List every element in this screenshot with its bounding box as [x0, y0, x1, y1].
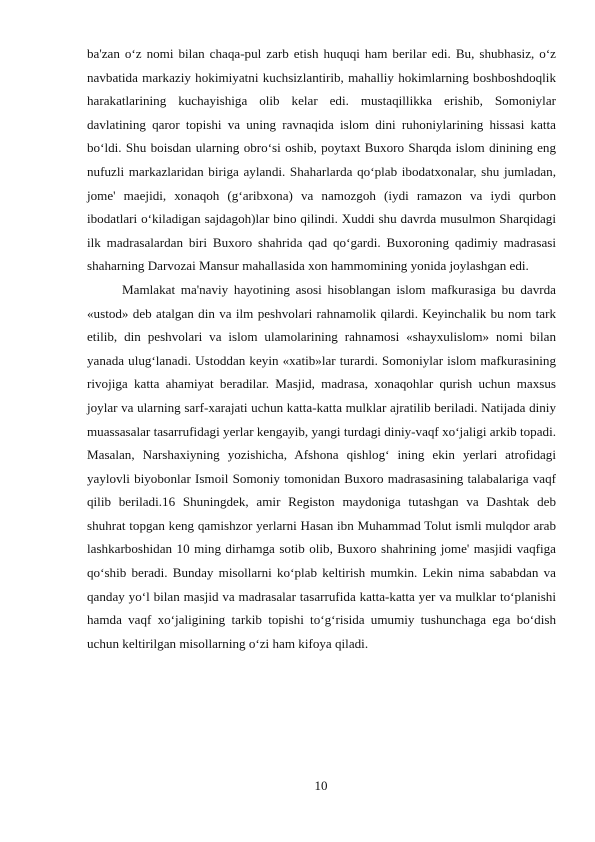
paragraph-1: ba'zan o‘z nomi bilan chaqa-pul zarb etish huquqi ham berilar edi. Bu, shubhasiz, o‘z navbatida markaziy hokimiyatni kuchsizlantirib, mahalliy hokimlarning boshboshdoqlik harakatlarining kuchayishiga olib kelar edi. mustaqillikka erishib, Somoniylar davlatining qaror topishi va uning ravnaqida islom dini ruhoniylarining hissasi katta bo‘ldi. Shu boisdan ularning obro‘si oshib, poytaxt Buxoro Sharqda islom dinining eng nufuzli markazlaridan biriga aylandi. Shaharlarda qo‘plab ibodatxonalar, shu jumladan, jome' maejidi, xonaqoh (g‘aribxona) va namozgoh (iydi ramazon va iydi qurbon ibodatlari o‘kiladigan sajdagoh)lar bino qilindi. Xuddi shu davrda musulmon Sharqidagi ilk madrasalardan biri Buxoro shahrida qad qo‘gardi. Buxoroning qadimiy madrasasi shaharning Darvozai Mansur mahallasida xon hammomining yonida joylashgan edi.	[87, 46, 556, 274]
page-number: 10	[314, 778, 328, 793]
body-text	[87, 42, 556, 655]
paragraph-2: Mamlakat ma'naviy hayotining asosi hisoblangan islom mafkurasiga bu davrda «ustod» deb atalgan din va ilm peshvolari rahnamolik qilardi. Keyinchalik bu nom tark etilib, din peshvolari va islom ulamolarining rahnamosi «shayxulislom» nomi bilan yanada ulug‘lanadi. Ustoddan keyin «xatib»lar turardi. Somoniylar islom mafkurasining rivojiga katta ahamiyat beradilar. Masjid, madrasa, xonaqohlar qurish uchun maxsus joylar va ularning sarf-xarajati uchun katta-katta mulklar ajratilib beriladi. Natijada diniy muassasalar tasarrufidagi yerlar kengayib, yangi turdagi diniy-vaqf xo‘jaligi arkib topadi. Masalan, Narshaxiyning yozishicha, Afshona qishlog‘ ining ekin yerlari atrofidagi yaylovli biyobonlar Ismoil Somoniy tomonidan Buxoro madrasasining talabalariga vaqf qilib beriladi.16 Shuningdek, amir Registon maydoniga tutashgan va Dashtak deb shuhrat topgan keng qamishzor yerlarni Hasan ibn Muhammad Tolut ismli mulqdor arab lashkarboshidan 10 ming dirhamga sotib olib, Buxoro shahrining jome' masjidi vaqfiga qo‘shib beradi. Bunday misollarni ko‘plab keltirish mumkin. Lekin nima sababdan va qanday yo‘l bilan masjid va madrasalar tasarrufida katta-katta yer va mulklar to‘planishi hamda vaqf xo‘jaligining tarkib topishi to‘g‘risida umumiy tushunchaga ega bo‘dish uchun keltirilgan misollarning o‘zi ham kifoya qiladi.	[87, 281, 556, 651]
